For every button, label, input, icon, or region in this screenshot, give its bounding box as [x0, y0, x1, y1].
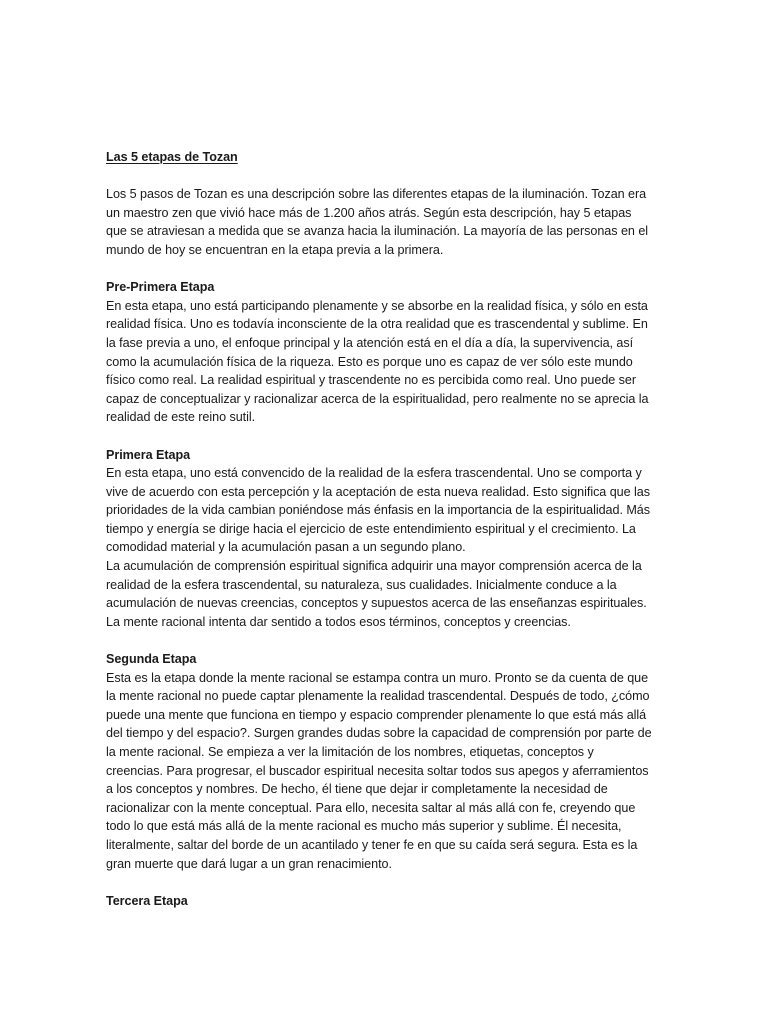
document-page [106, 148, 654, 910]
section-heading: Pre-Primera Etapa [106, 280, 215, 295]
intro-block [106, 185, 654, 259]
section-paragraph: La acumulación de comprensión espiritual significa adquirir una mayor comprensión acerca de la realidad de la esfera trascendental, su naturaleza, sus cualidades. Inicialmente conduce a la acumulación de nuevas creencias, conceptos y supuestos acerca de las enseñanzas espirituales. La mente racional intenta dar sentido a todos esos términos, conceptos y creencias. [106, 559, 647, 629]
section-heading: Segunda Etapa [106, 652, 197, 667]
document-title: Las 5 etapas de Tozan [106, 150, 238, 164]
section-paragraph: En esta etapa, uno está convencido de la realidad de la esfera trascendental. Uno se comporta y vive de acuerdo con esta percepción y la aceptación de esta nueva realidad. Esto significa que las prioridades de la vida cambian poniéndose más énfasis en la importancia de la espiritualidad. Más tiempo y energía se dirige hacia el ejercicio de este entendimiento espiritual y el crecimiento. La comodidad material y la acumulación pasan a un segundo plano. [106, 466, 650, 555]
section-tercera-etapa [106, 892, 654, 911]
section-paragraph: En esta etapa, uno está participando plenamente y se absorbe en la realidad física, y sólo en esta realidad física. Uno es todavía inconsciente de la otra realidad que es trascendental y sublime. En la fase previa a uno, el enfoque principal y la atención está en el día a día, la supervivencia, así como la acumulación física de la riqueza. Esto es porque uno es capaz de ver sólo este mundo físico como real. La realidad espiritual y trascendente no es percibida como real. Uno puede ser capaz de conceptualizar y racionalizar acerca de la espiritualidad, pero realmente no se aprecia la realidad de este reino sutil. [106, 298, 649, 425]
section-segunda-etapa [106, 650, 654, 873]
section-primera-etapa [106, 446, 654, 632]
section-paragraph: Esta es la etapa donde la mente racional se estampa contra un muro. Pronto se da cuenta de que la mente racional no puede captar plenamente la realidad trascendental. Después de todo, ¿cómo puede una mente que funciona en tiempo y espacio comprender plenamente lo que está más allá del tiempo y del espacio?. Surgen grandes dudas sobre la capacidad de comprensión por parte de la mente racional. Se empieza a ver la limitación de los nombres, etiquetas, conceptos y creencias. Para progresar, el buscador espiritual necesita soltar todos sus apegos y aferramientos a los conceptos y nombres. De hecho, él tiene que dejar ir completamente la necesidad de racionalizar con la mente conceptual. Para ello, necesita saltar al más allá con fe, creyendo que todo lo que está más allá de la mente racional es mucho más superior y sublime. Él necesita, literalmente, saltar del borde de un acantilado y tener fe en que su caída será segura. Esta es la gran muerte que dará lugar a un gran renacimiento. [106, 670, 652, 871]
section-pre-primera-etapa [106, 278, 654, 427]
intro-paragraph: Los 5 pasos de Tozan es una descripción sobre las diferentes etapas de la iluminación. Tozan era un maestro zen que vivió hace más de 1.200 años atrás. Según esta descripción, hay 5 etapas que se atraviesan a medida que se avanza hacia la iluminación. La mayoría de las personas en el mundo de hoy se encuentran en la etapa previa a la primera. [106, 187, 649, 257]
section-heading: Primera Etapa [106, 447, 191, 462]
section-heading: Tercera Etapa [106, 893, 188, 908]
